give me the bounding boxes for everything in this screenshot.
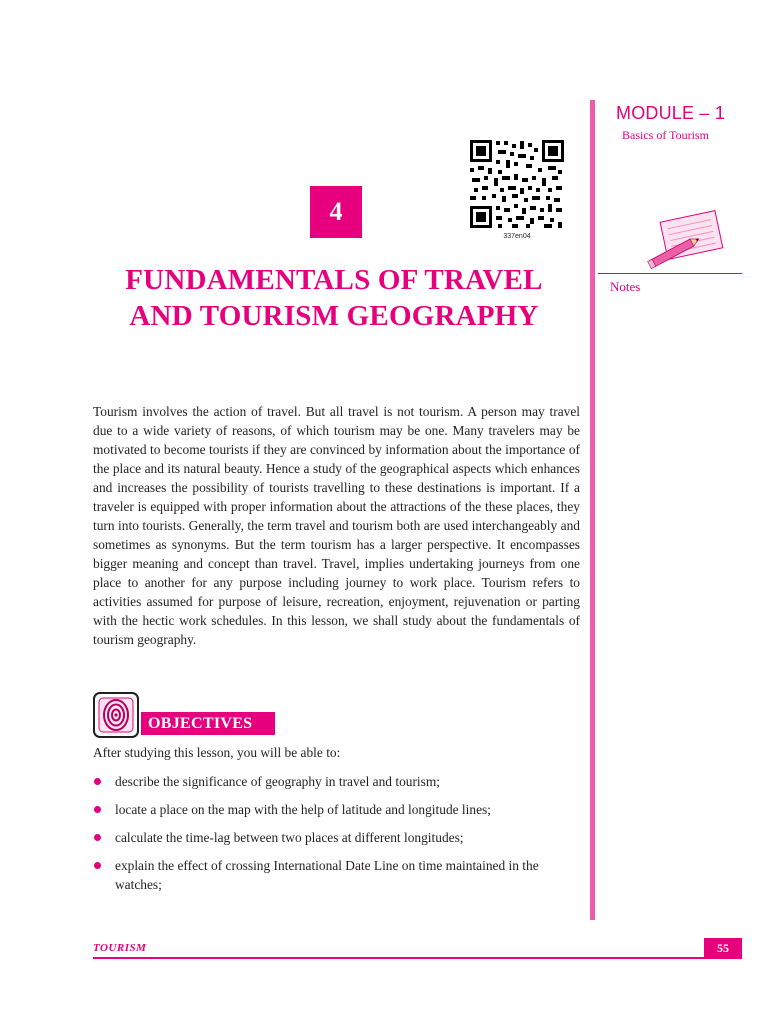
- module-title: MODULE – 1: [616, 103, 726, 123]
- footer-divider: [93, 957, 741, 959]
- qr-code: [468, 138, 566, 230]
- list-item: [93, 856, 580, 894]
- target-icon: [93, 692, 139, 738]
- chapter-number: 4: [310, 186, 362, 238]
- objective-text: explain the effect of crossing International Date Line on time maintained in the watches;: [115, 858, 539, 892]
- chapter-title-line-2: AND TOURISM GEOGRAPHY: [129, 300, 539, 332]
- list-item: [93, 800, 580, 819]
- bullet-icon: [94, 778, 101, 785]
- chapter-title: [92, 262, 576, 334]
- footer-label: TOURISM: [93, 942, 147, 954]
- bullet-icon: [94, 834, 101, 841]
- list-item: [93, 772, 580, 791]
- sidebar-divider: [590, 100, 595, 920]
- bullet-icon: [94, 806, 101, 813]
- chapter-title-line-1: FUNDAMENTALS OF TRAVEL: [125, 264, 543, 296]
- module-subtitle: Basics of Tourism: [622, 128, 709, 142]
- notes-label: Notes: [610, 279, 641, 294]
- list-item: [93, 828, 580, 847]
- notepad-pencil-icon: [646, 207, 728, 269]
- notes-divider: [598, 273, 742, 274]
- bullet-icon: [94, 862, 101, 869]
- qr-caption: 337en04: [503, 233, 531, 240]
- objective-text: calculate the time-lag between two places at different longitudes;: [115, 830, 464, 845]
- page-number: 55: [704, 938, 742, 959]
- objectives-lead: After studying this lesson, you will be able to:: [93, 745, 341, 760]
- objective-text: describe the significance of geography in travel and tourism;: [115, 774, 440, 789]
- objective-text: locate a place on the map with the help of latitude and longitude lines;: [115, 802, 491, 817]
- objectives-list: [93, 772, 580, 903]
- objectives-heading: OBJECTIVES: [141, 712, 275, 735]
- intro-paragraph: Tourism involves the action of travel. But all travel is not tourism. A person may travel due to a wide variety of reasons, of which tourism may be one. Many travelers may be motivated to become tourists if they are convinced by information about the importance of the place and its natural beauty. Hence a study of the geographical aspects which enhances and increases the possibility of tourists travelling to these destinations is important. If a traveler is equipped with proper information about the attractions of the these places, they turn into tourists. Generally, the term travel and tourism both are used interchangeably and sometimes as synonyms. But the term tourism has a larger perspective. It encompasses bigger meaning and concept than travel. Travel, implies undertaking journeys from one place to another for any purpose including journey to work place. Tourism refers to activities assumed for purpose of leisure, recreation, enjoyment, rejuvenation or parting with the hectic work schedules. In this lesson, we shall study about the fundamentals of tourism geography.: [93, 404, 580, 647]
